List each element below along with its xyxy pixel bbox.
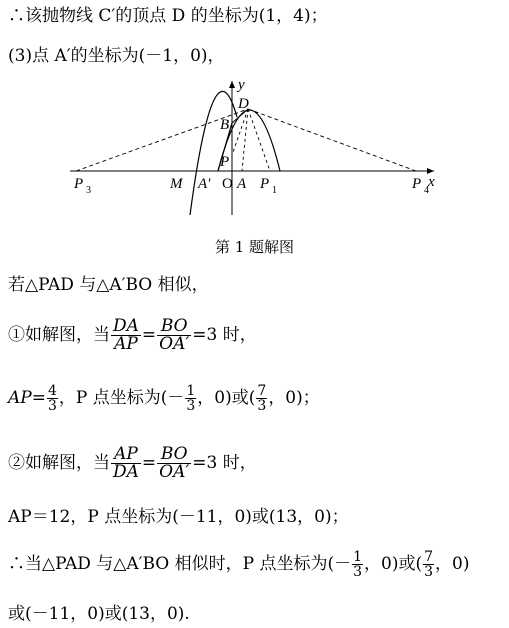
line-aprime-coordinate: (3)点 A′的坐标为(－1，0)，: [8, 46, 225, 66]
label-aprime: A′: [198, 176, 211, 192]
line-case-one: ①如解图，当 $\frac{DA}{AP}$ = $\frac{BO}{OA'}$ =3 时，: [8, 316, 257, 354]
fraction-seven-thirds: $\frac{7}{3}$: [257, 383, 267, 414]
parabola-left: [190, 91, 237, 215]
line-case-two: ②如解图，当 $\frac{AP}{DA}$ = $\frac{BO}{OA'}$ =3 时，: [8, 444, 257, 482]
label-m: M: [170, 176, 183, 192]
label-p3-sub: 3: [86, 185, 91, 196]
line-vertex-conclusion: ∴该抛物线 C′的顶点 D 的坐标为(1，4)；: [8, 6, 328, 26]
fraction-four-thirds: $\frac{4}{3}$: [47, 383, 57, 414]
line-case-two-result: AP＝12，P 点坐标为(－11，0)或(13，0)；: [8, 507, 349, 527]
line-similarity-condition: 若△PAD 与△A′BO 相似，: [8, 275, 209, 295]
fraction-one-third-2: $\frac{1}{3}$: [353, 549, 363, 580]
label-b: B: [220, 117, 230, 133]
label-p1-sub: 1: [272, 185, 277, 196]
label-p4-sub: 4: [424, 185, 429, 196]
fraction-da-ap: $\frac{DA}{AP}$: [113, 316, 139, 354]
label-y: y: [238, 77, 245, 93]
line-final-conclusion-cont: 或(－11，0)或(13，0).: [8, 604, 190, 624]
line-p4-d: [248, 109, 416, 171]
fraction-ap-da: $\frac{AP}{DA}$: [113, 444, 139, 482]
line-d-p1: [248, 109, 270, 171]
label-p3: P: [74, 176, 84, 192]
line-final-conclusion: ∴当△PAD 与△A′BO 相似时，P 点坐标为(－ $\frac{1}{3}$ ，0)或( $\frac{7}{3}$ ，0): [8, 549, 470, 580]
line-case-one-result: AP= $\frac{4}{3}$ ，P 点坐标为(－ $\frac{1}{3}$ ，0)或( $\frac{7}{3}$ ，0)；: [8, 383, 320, 414]
label-x: x: [428, 174, 435, 190]
line-d-a: [242, 109, 248, 171]
label-d: D: [238, 96, 249, 112]
label-p: P: [220, 154, 230, 170]
label-o: O: [222, 176, 233, 192]
fraction-seven-thirds-2: $\frac{7}{3}$: [424, 549, 434, 580]
solution-figure: [60, 75, 440, 225]
figure-caption: 第 1 题解图: [214, 238, 295, 256]
label-p1: P: [260, 176, 270, 192]
label-p4: P: [412, 176, 422, 192]
fraction-bo-oa: $\frac{BO}{OA'}$: [159, 316, 190, 354]
label-a: A: [237, 176, 247, 192]
fraction-bo-oa-2: $\frac{BO}{OA'}$: [159, 444, 190, 482]
fraction-one-third: $\frac{1}{3}$: [186, 383, 196, 414]
y-axis-arrow: [229, 81, 235, 88]
